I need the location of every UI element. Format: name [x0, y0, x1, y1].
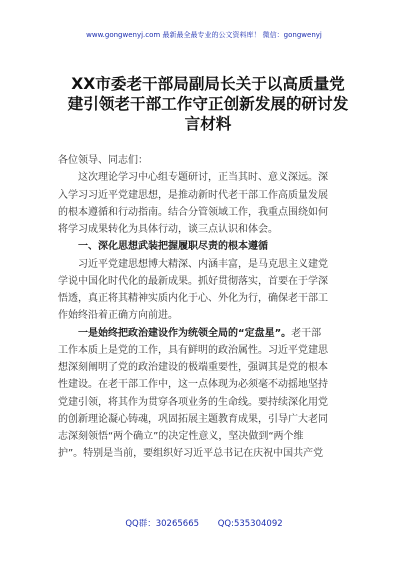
bold-lead-text: 一是始终把政治建设作为统领全局的“定盘星”。: [58, 327, 292, 339]
title-line: XX市委老干部局副局长关于以高质量党: [71, 75, 345, 93]
body-line: 性建设。在老干部工作中，这一点体现为必须毫不动摇地坚持: [58, 379, 328, 391]
body-line: 想深刻阐明了党的政治建设的极端重要性，强调其是党的根本: [58, 362, 328, 373]
qq-number: QQ:535304092: [217, 519, 283, 529]
document-body: [58, 152, 364, 463]
section-heading: 一、深化思想武装把握履职尽责的根本遵循: [58, 241, 268, 253]
body-line: 工作本质上是党的工作，具有鲜明的政治属性。习近平党建思: [58, 344, 328, 356]
body-line: 这次理论学习中心组专题研讨，正当其时、意义深远。深: [58, 172, 328, 184]
body-line: 学说中国化时代化的最新成果。抓好贯彻落实，首要在于学深: [58, 275, 328, 287]
body-line: 党建引领，将其作为贯穿各项业务的生命线。要持续深化用党: [58, 396, 328, 408]
body-line: 护”。特别是当前，要组织好习近平总书记在庆祝中国共产党: [58, 448, 324, 460]
body-line: 入学习习近平党建思想，是推动新时代老干部工作高质量发展: [58, 189, 328, 201]
title-line: 建引领老干部工作守正创新发展的研讨发: [67, 95, 349, 113]
body-text: 老干部: [291, 327, 322, 339]
qq-group-number: QQ群：30265665: [125, 519, 200, 529]
body-line: 的根本遵循和行动指南。结合分管领域工作，我重点围绕如何: [58, 206, 328, 218]
body-line: 习近平党建思想博大精深、内涵丰富，是马克思主义建党: [58, 258, 328, 270]
site-header: www.gongwenyj.com 最新最全最专业的公文资料库！ 微信：gongwenyj: [86, 31, 322, 39]
document-title: [58, 74, 358, 134]
body-line: 各位领导、同志们：: [58, 155, 148, 166]
body-line: [58, 325, 364, 342]
contact-footer: [0, 517, 408, 529]
body-line: 悟透，真正将其精神实质内化于心、外化为行，确保老干部工: [58, 293, 328, 304]
body-line: 志深刻领悟“两个确立”的决定性意义，坚决做到“两个维: [58, 431, 304, 442]
body-line: 将学习成果转化为具体行动，谈三点认识和体会。: [58, 224, 278, 235]
title-line: 言材料: [184, 115, 232, 133]
body-line: 的创新理论凝心铸魂，巩固拓展主题教育成果，引导广大老同: [58, 413, 328, 425]
body-line: 作始终沿着正确方向前进。: [58, 310, 178, 322]
